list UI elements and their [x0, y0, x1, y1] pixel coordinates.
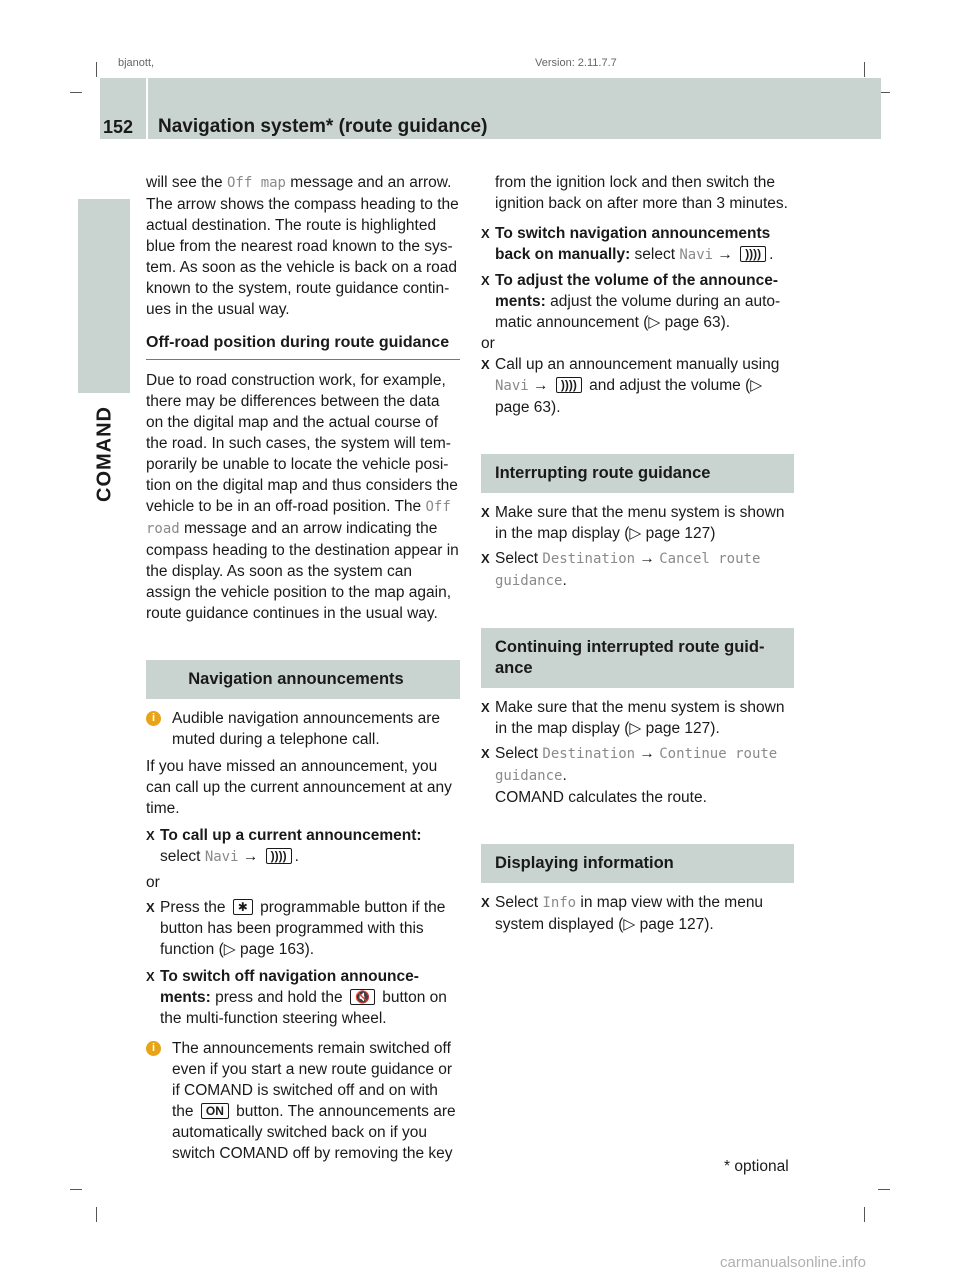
crop-mark	[864, 62, 865, 77]
step-item: X Select Destination → Cancel route guidance.	[481, 550, 761, 589]
sub-heading: Off-road position during route guidance	[146, 332, 460, 360]
crop-mark	[70, 92, 82, 93]
step-arrow-icon: X	[481, 505, 490, 520]
info-note: i Audible navigation announcements are muted during a telephone call.	[146, 708, 460, 750]
side-tab	[78, 199, 130, 393]
left-column	[146, 172, 460, 1164]
right-column	[481, 172, 794, 935]
arrow-icon: →	[639, 745, 655, 762]
step-arrow-icon: X	[146, 900, 155, 915]
step-arrow-icon: X	[481, 895, 490, 910]
page-ref-icon: ▷	[623, 916, 636, 933]
or-text: or	[481, 335, 495, 352]
on-key-icon: ON	[201, 1103, 229, 1119]
mute-key-icon: 🔇	[350, 989, 375, 1005]
step-item: X To call up a current announcement: select Navi → )))) .	[146, 827, 422, 865]
volume-icon: ))))	[740, 246, 766, 262]
crop-mark	[70, 1189, 82, 1190]
info-icon: i	[146, 1041, 161, 1056]
page-ref-icon: ▷	[629, 720, 642, 737]
step-item: X To switch navigation announcements back on manually: select Navi → )))) .	[481, 225, 774, 263]
step-item: X Select Destination → Continue route guidance. COMAND calculates the route.	[481, 745, 778, 806]
watermark-url: carmanualsonline.info	[720, 1254, 866, 1271]
step-arrow-icon: X	[481, 551, 490, 566]
page-ref-icon: ▷	[629, 525, 642, 542]
meta-version: Version: 2.11.7.7	[535, 57, 617, 69]
optional-footnote: * optional	[724, 1158, 789, 1175]
crop-mark	[864, 1207, 865, 1222]
paragraph: Due to road construction work, for example, there may be differences between the data on the digital map and the actual course of the road. In such cases, the system will tem-porarily be unable to locate the vehicle posi-tion on the digital map and thus considers the vehicle to be in an off-road position. The Off road message and an arrow indicating the compass heading to the destination appear in the display. As soon as the system can assign the vehicle position to the map again, route guidance continues in the usual way.	[146, 372, 459, 622]
arrow-icon: →	[639, 550, 655, 567]
step-item: X Make sure that the menu system is shown in the map display (▷ page 127).	[481, 699, 785, 737]
arrow-icon: →	[242, 848, 259, 865]
step-item: X Select Info in map view with the menu system displayed (▷ page 127).	[481, 894, 764, 933]
section-heading-continuing: Continuing interrupted route guid-ance	[481, 628, 794, 688]
page-title: Navigation system* (route guidance)	[158, 116, 488, 137]
page-ref-icon: ▷	[750, 377, 763, 394]
step-arrow-icon: X	[146, 828, 155, 843]
info-note: i The announcements remain switched off even if you start a new route guidance or if COMAND is switched off and on with the ON button. The announcements are automatically switched back on if you switch COMAND off by removing the key	[146, 1038, 460, 1164]
crop-mark	[96, 62, 97, 77]
crop-mark	[878, 1189, 890, 1190]
page-ref-icon: ▷	[223, 941, 236, 958]
step-arrow-icon: X	[146, 969, 155, 984]
step-item: X To adjust the volume of the announce-ments: adjust the volume during an auto-matic announcement (▷ page 63).	[481, 272, 781, 331]
page-number: 152	[103, 117, 134, 137]
paragraph: will see the Off map message and an arrow. The arrow shows the compass heading to the actual destination. The route is highlighted blue from the nearest road known to the sys-tem. As soon as the vehicle is back on a road known to the system, route guidance contin-ues in the usual way.	[146, 174, 459, 318]
step-arrow-icon: X	[481, 273, 490, 288]
step-arrow-icon: X	[481, 746, 490, 761]
section-heading-interrupting: Interrupting route guidance	[481, 454, 794, 493]
arrow-icon: →	[717, 246, 733, 263]
arrow-icon: →	[533, 377, 549, 394]
side-tab-label: COMAND	[93, 406, 116, 502]
step-item: X Press the ✱ programmable button if the button has been programmed with this function (▷ page 163).	[146, 899, 446, 958]
step-arrow-icon: X	[481, 357, 490, 372]
volume-icon: ))))	[266, 848, 292, 864]
step-arrow-icon: X	[481, 226, 490, 241]
paragraph: If you have missed an announcement, you can call up the current announcement at any time.	[146, 758, 452, 817]
crop-mark	[96, 1207, 97, 1222]
step-arrow-icon: X	[481, 700, 490, 715]
or-text: or	[146, 874, 160, 891]
meta-author: bjanott,	[118, 57, 155, 69]
step-item: X Make sure that the menu system is shown in the map display (▷ page 127)	[481, 504, 785, 542]
step-item: X To switch off navigation announce-ments: press and hold the 🔇 button on the multi-function steering wheel.	[146, 968, 447, 1027]
section-heading-displaying: Displaying information	[481, 844, 794, 883]
star-key-icon: ✱	[233, 899, 253, 915]
step-item: X Call up an announcement manually using Navi → )))) and adjust the volume (▷ page 63).	[481, 356, 780, 416]
info-icon: i	[146, 711, 161, 726]
page-ref-icon: ▷	[648, 314, 661, 331]
volume-icon: ))))	[556, 377, 582, 393]
section-heading-navigation-announcements: Navigation announcements	[146, 660, 460, 699]
paragraph: from the ignition lock and then switch the ignition back on after more than 3 minutes.	[495, 174, 788, 212]
